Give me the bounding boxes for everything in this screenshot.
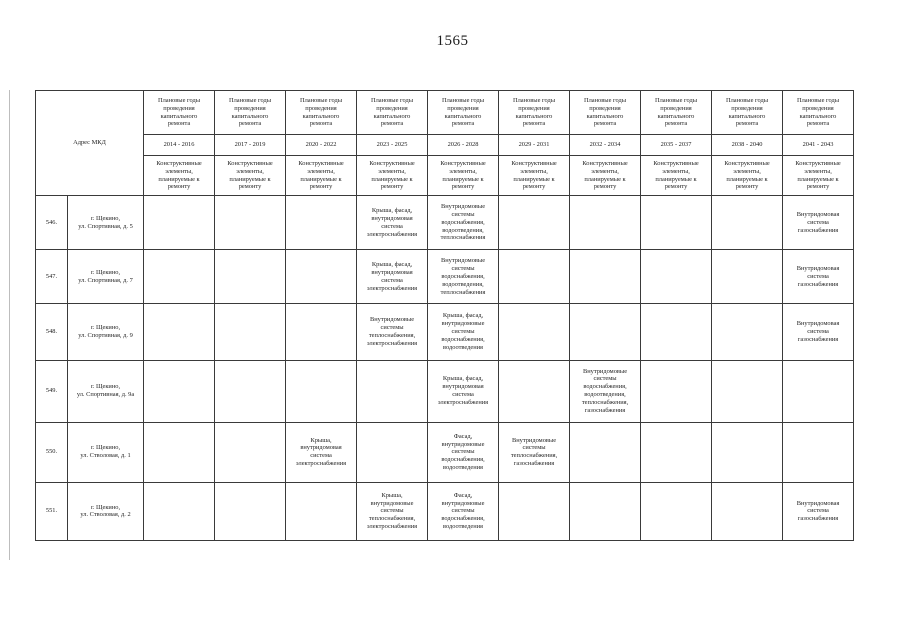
empty-cell [641, 422, 712, 482]
address-column-header: Адрес МКД [36, 91, 144, 196]
cell-text-line: Внутридомовые [511, 436, 557, 444]
cell-text-line: система [807, 218, 829, 226]
cell-text-line: элементы, [449, 167, 477, 175]
empty-cell [144, 482, 215, 540]
cell-text-line: теплоснабжения, [581, 398, 629, 406]
empty-cell [286, 482, 357, 540]
cell-text-line: Плановые годы [371, 96, 414, 104]
cell-text-line: Конструктивные [795, 160, 841, 168]
cell-text-line: ремонта [238, 120, 262, 128]
empty-cell [144, 360, 215, 422]
cell-text-line: Плановые годы [797, 96, 840, 104]
cell-text-line: ремонта [522, 120, 546, 128]
repair-elements-cell [357, 482, 428, 540]
plan-years-header [428, 91, 499, 135]
cell-text-line: элементы, [591, 167, 619, 175]
plan-years-header [144, 91, 215, 135]
page-number: 1565 [436, 33, 469, 49]
elements-header [783, 156, 854, 196]
cell-text-line: Плановые годы [726, 96, 769, 104]
cell-text-line: ремонта [167, 120, 191, 128]
cell-text-line: электроснабжения [366, 339, 418, 347]
cell-text-line: системы [522, 444, 546, 452]
cell-text-line: Плановые годы [442, 96, 485, 104]
cell-text-line: г. Щекино, [90, 444, 121, 452]
cell-text-line: г. Щекино, [90, 269, 121, 277]
cell-text-line: ремонту [522, 183, 546, 191]
cell-text-line: теплоснабжения [440, 288, 486, 296]
header-row-periods [36, 135, 854, 156]
cell-text-line: ремонта [380, 120, 404, 128]
cell-text-line: системы [593, 375, 617, 383]
cell-text-line: внутридомовые [441, 440, 485, 448]
cell-text-line: водоснабжения, [441, 218, 485, 226]
cell-text-line: проведения [305, 104, 337, 112]
cell-text-line: ремонта [806, 120, 830, 128]
scan-edge-line [9, 90, 10, 560]
cell-text-line: ул. Стволовая, д. 1 [80, 452, 131, 460]
cell-text-line: Фасад, [453, 491, 473, 499]
cell-text-line: Конструктивные [156, 160, 202, 168]
cell-text-line: электроснабжения [437, 398, 489, 406]
cell-text-line: Плановые годы [655, 96, 698, 104]
cell-text-line: ул. Стволовая, д. 2 [80, 511, 131, 519]
table-row [36, 250, 854, 304]
elements-header [215, 156, 286, 196]
empty-cell [641, 196, 712, 250]
elements-header [286, 156, 357, 196]
cell-text-line: системы [451, 211, 475, 219]
empty-cell [641, 482, 712, 540]
cell-text-line: ремонту [238, 183, 262, 191]
cell-text-line: система [807, 272, 829, 280]
cell-text-line: планируемые к [300, 175, 342, 183]
repair-elements-cell [428, 304, 499, 360]
cell-text-line: элементы, [520, 167, 548, 175]
cell-text-line: Крыша, фасад, [442, 375, 484, 383]
cell-text-line: система [452, 391, 474, 399]
cell-text-line: капитального [799, 112, 837, 120]
cell-text-line: элементы, [662, 167, 690, 175]
cell-text-line: ул. Спортивная, д. 9а [76, 391, 135, 399]
empty-cell [570, 422, 641, 482]
repair-elements-cell [783, 482, 854, 540]
empty-cell [144, 422, 215, 482]
cell-text-line: газоснабжения [513, 460, 555, 468]
cell-text-line: г. Щекино, [90, 383, 121, 391]
cell-text-line: планируемые к [726, 175, 768, 183]
cell-text-line: Фасад, [453, 432, 473, 440]
cell-text-line: капитального [373, 112, 411, 120]
cell-text-line: проведения [660, 104, 692, 112]
cell-text-line: Конструктивные [653, 160, 699, 168]
cell-text-line: ремонту [664, 183, 688, 191]
plan-years-header [499, 91, 570, 135]
table-row [36, 482, 854, 540]
row-number: 547. [36, 250, 68, 304]
cell-text-line: планируемые к [371, 175, 413, 183]
repair-elements-cell [570, 360, 641, 422]
cell-text-line: газоснабжения [797, 280, 839, 288]
cell-text-line: ремонту [593, 183, 617, 191]
plan-years-header [215, 91, 286, 135]
period-header: 2035 - 2037 [641, 135, 712, 156]
plan-years-header [357, 91, 428, 135]
cell-text-line: ремонта [309, 120, 333, 128]
cell-text-line: Конструктивные [369, 160, 415, 168]
cell-text-line: Внутридомовые [369, 316, 415, 324]
cell-text-line: планируемые к [655, 175, 697, 183]
cell-text-line: проведения [447, 104, 479, 112]
elements-header [499, 156, 570, 196]
cell-text-line: Конструктивные [511, 160, 557, 168]
cell-text-line: газоснабжения [584, 406, 626, 414]
cell-text-line: проведения [802, 104, 834, 112]
cell-text-line: ремонту [309, 183, 333, 191]
cell-text-line: водоснабжения, [441, 515, 485, 523]
cell-text-line: проведения [731, 104, 763, 112]
cell-text-line: капитального [444, 112, 482, 120]
cell-text-line: электроснабжения [366, 230, 418, 238]
cell-text-line: системы [380, 324, 404, 332]
header-row-plan [36, 91, 854, 135]
cell-text-line: проведения [234, 104, 266, 112]
cell-text-line: газоснабжения [797, 515, 839, 523]
cell-text-line: теплоснабжения, [368, 515, 416, 523]
cell-text-line: электроснабжения [366, 284, 418, 292]
cell-text-line: система [807, 507, 829, 515]
plan-years-header [570, 91, 641, 135]
elements-header [570, 156, 641, 196]
row-number: 551. [36, 482, 68, 540]
cell-text-line: водоснабжения, [583, 383, 627, 391]
row-number: 550. [36, 422, 68, 482]
empty-cell [641, 250, 712, 304]
period-header: 2017 - 2019 [215, 135, 286, 156]
cell-text-line: капитального [160, 112, 198, 120]
repair-elements-cell [357, 250, 428, 304]
repair-elements-cell [428, 360, 499, 422]
cell-text-line: водоснабжения, [441, 335, 485, 343]
empty-cell [499, 250, 570, 304]
cell-text-line: Крыша, [381, 491, 403, 499]
cell-text-line: система [807, 328, 829, 336]
cell-text-line: водоотведения, [442, 226, 484, 234]
cell-text-line: внутридомовая [371, 214, 413, 222]
cell-text-line: Плановые годы [300, 96, 343, 104]
row-number: 549. [36, 360, 68, 422]
table-row [36, 196, 854, 250]
period-header: 2032 - 2034 [570, 135, 641, 156]
cell-text-line: системы [451, 265, 475, 273]
cell-text-line: системы [451, 507, 475, 515]
repair-elements-cell [428, 250, 499, 304]
cell-text-line: ремонта [451, 120, 475, 128]
cell-text-line: водоснабжения, [441, 272, 485, 280]
repair-elements-cell [428, 422, 499, 482]
empty-cell [357, 422, 428, 482]
cell-text-line: Конструктивные [724, 160, 770, 168]
cell-text-line: электроснабжения [295, 460, 347, 468]
cell-text-line: Конструктивные [298, 160, 344, 168]
empty-cell [286, 250, 357, 304]
empty-cell [641, 304, 712, 360]
cell-text-line: Плановые годы [584, 96, 627, 104]
cell-text-line: планируемые к [797, 175, 839, 183]
address-cell [68, 250, 144, 304]
empty-cell [499, 304, 570, 360]
cell-text-line: ремонту [380, 183, 404, 191]
cell-text-line: Крыша, фасад, [371, 261, 413, 269]
repair-elements-cell [428, 482, 499, 540]
cell-text-line: система [381, 222, 403, 230]
cell-text-line: газоснабжения [797, 335, 839, 343]
empty-cell [215, 482, 286, 540]
cell-text-line: Крыша, [310, 436, 332, 444]
cell-text-line: элементы, [165, 167, 193, 175]
empty-cell [712, 422, 783, 482]
cell-text-line: ул. Спортивная, д. 7 [78, 276, 133, 284]
cell-text-line: системы [380, 507, 404, 515]
empty-cell [712, 196, 783, 250]
address-cell [68, 422, 144, 482]
plan-years-header [286, 91, 357, 135]
cell-text-line: ремонту [735, 183, 759, 191]
empty-cell [144, 196, 215, 250]
cell-text-line: элементы, [307, 167, 335, 175]
empty-cell [712, 482, 783, 540]
empty-cell [570, 304, 641, 360]
cell-text-line: Внутридомовая [796, 499, 840, 507]
cell-text-line: Крыша, фасад, [371, 207, 413, 215]
capital-repair-table [35, 90, 854, 541]
empty-cell [570, 196, 641, 250]
empty-cell [215, 422, 286, 482]
empty-cell [286, 304, 357, 360]
cell-text-line: водоснабжения, [441, 456, 485, 464]
cell-text-line: г. Щекино, [90, 324, 121, 332]
cell-text-line: элементы, [733, 167, 761, 175]
empty-cell [783, 360, 854, 422]
cell-text-line: Конструктивные [582, 160, 628, 168]
cell-text-line: проведения [163, 104, 195, 112]
repair-elements-cell [499, 422, 570, 482]
cell-text-line: ремонта [664, 120, 688, 128]
cell-text-line: внутридомовые [441, 499, 485, 507]
empty-cell [215, 360, 286, 422]
cell-text-line: внутридомовая [300, 444, 342, 452]
cell-text-line: ремонта [735, 120, 759, 128]
cell-text-line: Внутридомовые [440, 203, 486, 211]
cell-text-line: теплоснабжения, [510, 452, 558, 460]
row-number: 548. [36, 304, 68, 360]
cell-text-line: Плановые годы [513, 96, 556, 104]
cell-text-line: водоотведения [443, 463, 483, 471]
address-cell [68, 304, 144, 360]
elements-header [712, 156, 783, 196]
cell-text-line: ремонта [593, 120, 617, 128]
cell-text-line: планируемые к [584, 175, 626, 183]
cell-text-line: капитального [231, 112, 269, 120]
cell-text-line: водоотведения, [584, 391, 626, 399]
period-header: 2014 - 2016 [144, 135, 215, 156]
elements-header [428, 156, 499, 196]
cell-text-line: г. Щекино, [90, 503, 121, 511]
cell-text-line: планируемые к [513, 175, 555, 183]
repair-elements-cell [783, 196, 854, 250]
cell-text-line: Крыша, фасад, [442, 312, 484, 320]
plan-years-header [783, 91, 854, 135]
cell-text-line: капитального [586, 112, 624, 120]
row-number: 546. [36, 196, 68, 250]
cell-text-line: ул. Спортивная, д. 5 [78, 222, 133, 230]
cell-text-line: элементы, [236, 167, 264, 175]
cell-text-line: Внутридомовые [440, 257, 486, 265]
header-row-elements [36, 156, 854, 196]
period-header: 2023 - 2025 [357, 135, 428, 156]
address-cell [68, 196, 144, 250]
cell-text-line: проведения [376, 104, 408, 112]
repair-elements-cell [783, 304, 854, 360]
cell-text-line: планируемые к [229, 175, 271, 183]
cell-text-line: ремонту [167, 183, 191, 191]
empty-cell [499, 482, 570, 540]
empty-cell [215, 250, 286, 304]
cell-text-line: Внутридомовая [796, 265, 840, 273]
cell-text-line: система [381, 276, 403, 284]
empty-cell [712, 250, 783, 304]
empty-cell [783, 422, 854, 482]
elements-header [144, 156, 215, 196]
cell-text-line: теплоснабжения [440, 234, 486, 242]
empty-cell [215, 304, 286, 360]
cell-text-line: Внутридомовая [796, 320, 840, 328]
cell-text-line: водоотведения [443, 523, 483, 531]
empty-cell [499, 360, 570, 422]
cell-text-line: планируемые к [442, 175, 484, 183]
period-header: 2041 - 2043 [783, 135, 854, 156]
address-cell [68, 482, 144, 540]
cell-text-line: внутридомовая [371, 269, 413, 277]
cell-text-line: ремонту [451, 183, 475, 191]
cell-text-line: Конструктивные [227, 160, 273, 168]
cell-text-line: ремонту [806, 183, 830, 191]
address-cell [68, 360, 144, 422]
repair-elements-cell [783, 250, 854, 304]
period-header: 2038 - 2040 [712, 135, 783, 156]
empty-cell [144, 250, 215, 304]
cell-text-line: капитального [657, 112, 695, 120]
cell-text-line: водоотведения, [442, 280, 484, 288]
cell-text-line: капитального [515, 112, 553, 120]
cell-text-line: Конструктивные [440, 160, 486, 168]
empty-cell [712, 304, 783, 360]
empty-cell [286, 360, 357, 422]
empty-cell [570, 250, 641, 304]
empty-cell [499, 196, 570, 250]
elements-header [641, 156, 712, 196]
cell-text-line: капитального [302, 112, 340, 120]
repair-elements-cell [286, 422, 357, 482]
empty-cell [641, 360, 712, 422]
cell-text-line: планируемые к [158, 175, 200, 183]
cell-text-line: внутридомовая [442, 383, 484, 391]
cell-text-line: внутридомовые [370, 499, 414, 507]
cell-text-line: электроснабжения [366, 523, 418, 531]
empty-cell [286, 196, 357, 250]
empty-cell [712, 360, 783, 422]
cell-text-line: проведения [589, 104, 621, 112]
table-row [36, 304, 854, 360]
cell-text-line: системы [451, 448, 475, 456]
cell-text-line: система [310, 452, 332, 460]
cell-text-line: Внутридомовые [582, 367, 628, 375]
cell-text-line: Плановые годы [229, 96, 272, 104]
empty-cell [357, 360, 428, 422]
cell-text-line: г. Щекино, [90, 214, 121, 222]
cell-text-line: элементы, [804, 167, 832, 175]
cell-text-line: теплоснабжения, [368, 331, 416, 339]
repair-elements-cell [357, 196, 428, 250]
plan-years-header [712, 91, 783, 135]
elements-header [357, 156, 428, 196]
cell-text-line: газоснабжения [797, 226, 839, 234]
cell-text-line: проведения [518, 104, 550, 112]
table-row [36, 360, 854, 422]
empty-cell [144, 304, 215, 360]
cell-text-line: элементы, [378, 167, 406, 175]
repair-elements-cell [428, 196, 499, 250]
period-header: 2029 - 2031 [499, 135, 570, 156]
cell-text-line: внутридомовые [441, 320, 485, 328]
repair-elements-cell [357, 304, 428, 360]
empty-cell [215, 196, 286, 250]
cell-text-line: системы [451, 328, 475, 336]
cell-text-line: водоотведения [443, 343, 483, 351]
cell-text-line: ул. Спортивная, д. 9 [78, 331, 133, 339]
cell-text-line: Внутридомовая [796, 211, 840, 219]
empty-cell [570, 482, 641, 540]
table-row [36, 422, 854, 482]
plan-years-header [641, 91, 712, 135]
cell-text-line: капитального [728, 112, 766, 120]
cell-text-line: Плановые годы [158, 96, 201, 104]
period-header: 2026 - 2028 [428, 135, 499, 156]
period-header: 2020 - 2022 [286, 135, 357, 156]
